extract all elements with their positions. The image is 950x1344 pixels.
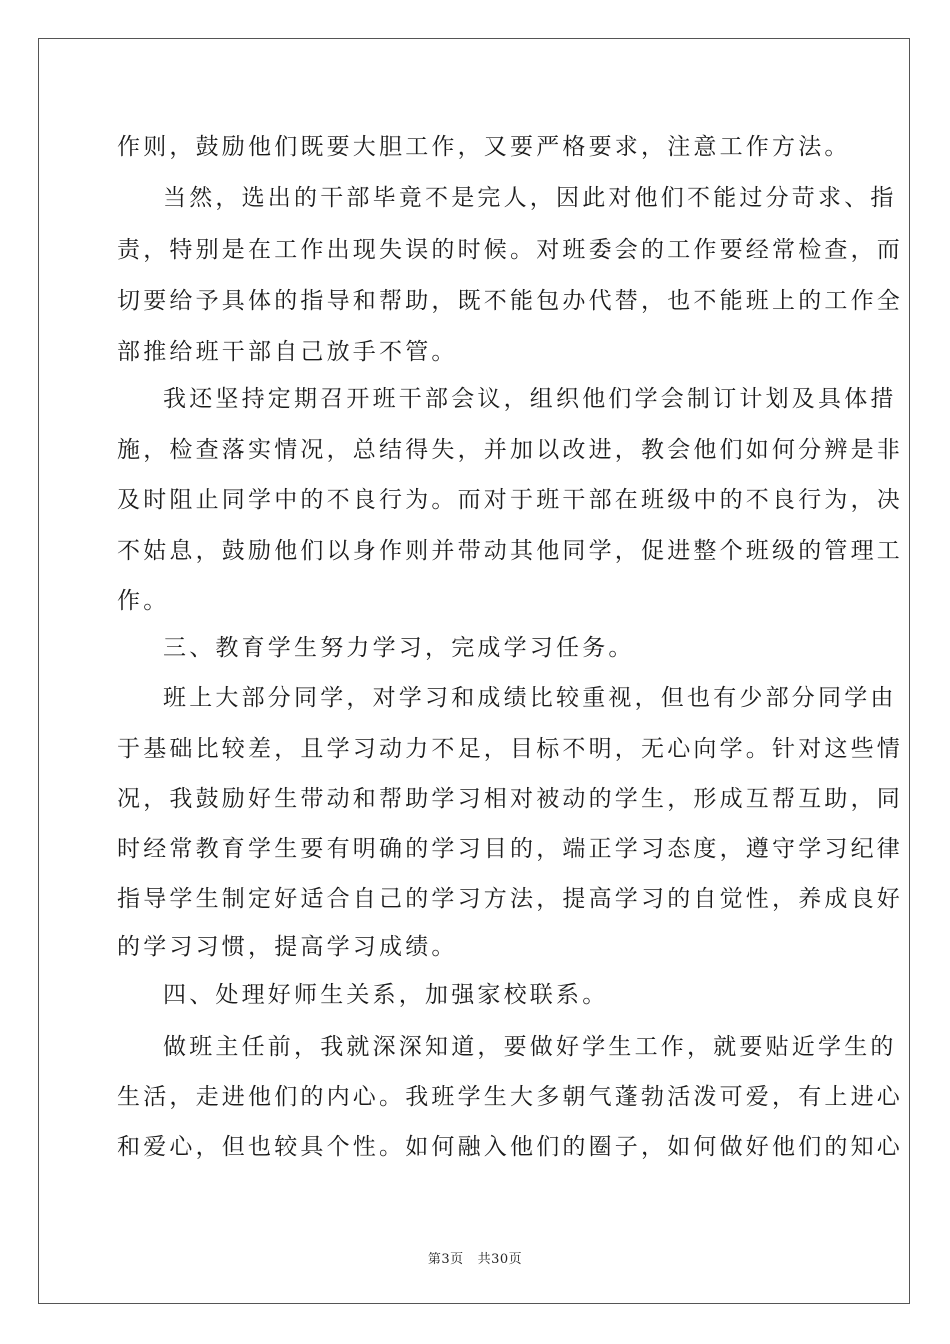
body-line: 时经常教育学生要有明确的学习目的，端正学习态度，遵守学习纪律 xyxy=(117,836,903,862)
body-line: 况，我鼓励好生带动和帮助学习相对被动的学生，形成互帮互助，同 xyxy=(117,786,903,812)
body-line: 的学习习惯，提高学习成绩。 xyxy=(117,934,458,960)
body-line: 指导学生制定好适合自己的学习方法，提高学习的自觉性，养成良好 xyxy=(117,886,903,912)
body-line: 和爱心，但也较具个性。如何融入他们的圈子，如何做好他们的知心 xyxy=(117,1134,903,1160)
body-line: 班上大部分同学，对学习和成绩比较重视，但也有少部分同学由 xyxy=(163,685,897,711)
body-line: 做班主任前，我就深深知道，要做好学生工作，就要贴近学生的 xyxy=(163,1034,897,1060)
body-line: 部推给班干部自己放手不管。 xyxy=(117,339,458,365)
body-line: 当然，选出的干部毕竟不是完人，因此对他们不能过分苛求、指 xyxy=(163,185,897,211)
section-heading: 三、教育学生努力学习，完成学习任务。 xyxy=(163,635,635,661)
page-total: 共30页 xyxy=(477,1252,523,1267)
body-line: 责，特别是在工作出现失误的时候。对班委会的工作要经常检查，而 xyxy=(117,237,903,263)
page-number: 第3页 xyxy=(427,1252,464,1267)
page-footer xyxy=(0,1248,950,1267)
body-line: 于基础比较差，且学习动力不足，目标不明，无心向学。针对这些情 xyxy=(117,736,903,762)
body-line: 切要给予具体的指导和帮助，既不能包办代替，也不能班上的工作全 xyxy=(117,288,903,314)
body-line: 生活，走进他们的内心。我班学生大多朝气蓬勃活泼可爱，有上进心 xyxy=(117,1084,903,1110)
body-line: 施，检查落实情况，总结得失，并加以改进，教会他们如何分辨是非 xyxy=(117,437,903,463)
body-line: 作则，鼓励他们既要大胆工作，又要严格要求，注意工作方法。 xyxy=(117,134,851,160)
body-line: 及时阻止同学中的不良行为。而对于班干部在班级中的不良行为，决 xyxy=(117,487,903,513)
body-line: 我还坚持定期召开班干部会议，组织他们学会制订计划及具体措 xyxy=(163,386,897,412)
body-line: 作。 xyxy=(117,588,170,614)
section-heading: 四、处理好师生关系，加强家校联系。 xyxy=(163,982,609,1008)
body-line: 不姑息，鼓励他们以身作则并带动其他同学，促进整个班级的管理工 xyxy=(117,538,903,564)
page-border xyxy=(38,38,910,1304)
